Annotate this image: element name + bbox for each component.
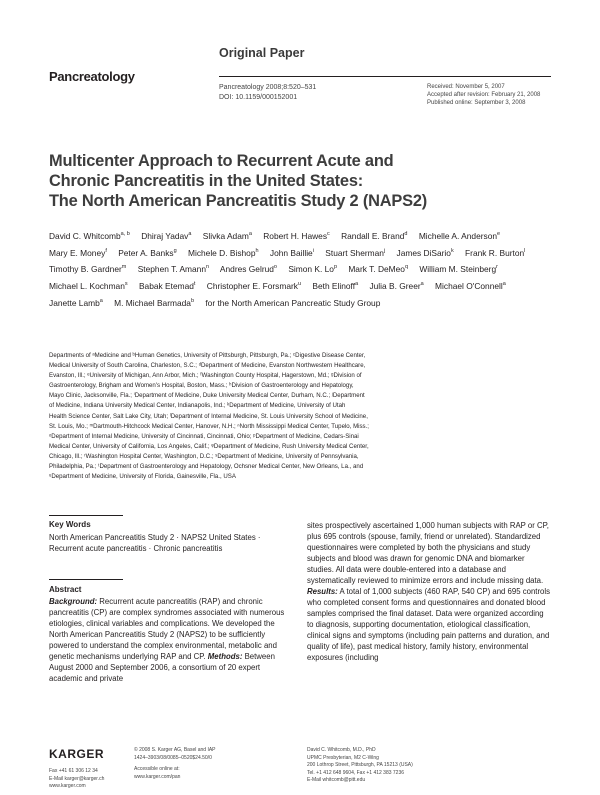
author-affiliation-marker: a: [248, 231, 252, 237]
author-name-text: William M. Steinberg: [419, 264, 497, 275]
affiliation-line: Medical University of South Carolina, Charleston, S.C.; ᵈDepartment of Medicine, Evanston Northwestern Healthcare,: [49, 362, 366, 370]
author-affiliation-marker: s: [124, 281, 128, 288]
author-affiliation-marker: j: [383, 247, 386, 254]
title-line-3: The North American Pancreatitis Study 2 (NAPS2): [49, 192, 427, 210]
author-name: [369, 281, 423, 291]
author-affiliation-marker: n: [205, 264, 210, 271]
author-affiliation-marker: l: [524, 247, 526, 254]
author-name: [220, 264, 277, 274]
author-name-text: Robert H. Hawes: [263, 230, 328, 241]
affiliation-line: Chicago, Ill.; ʳWashington Hospital Center, Washington, D.C.; ˢDepartment of Medicine, University of Pennsylvania,: [49, 452, 359, 460]
publisher-contact: [49, 768, 104, 791]
author-name-text: Mary E. Money: [49, 247, 106, 258]
journal-name: Pancreatology: [49, 69, 135, 84]
author-name-text: Stuart Sherman: [325, 247, 384, 258]
date-received: Received: November 5, 2007: [427, 84, 505, 90]
author-name: [139, 281, 195, 291]
affiliation-line: Health Science Center, Salt Lake City, Utah; ˡDepartment of Internal Medicine, St. Louis University School of Medicine,: [49, 412, 368, 420]
publisher-web: www.karger.com: [49, 783, 86, 789]
author-name: [419, 264, 498, 274]
paper-type-label: Original Paper: [219, 46, 305, 60]
author-name-text: James DiSario: [396, 247, 451, 258]
affiliation-line: of Medicine, Indiana University Medical Center, Indianapolis, Ind.; ᵏDepartment of Medicine, University of Utah: [49, 402, 346, 410]
author-affiliation-marker: a: [420, 281, 424, 288]
author-affiliation-marker: a, b: [120, 231, 130, 237]
author-name-text: for the North American Pancreatic Study Group: [205, 297, 381, 308]
author-name: [419, 231, 500, 241]
abstract-column-right: [307, 520, 551, 663]
author-name-text: Mark T. DeMeo: [348, 264, 405, 275]
author-name: [49, 248, 107, 258]
author-name: [141, 231, 191, 241]
access-url: www.karger.com/pan: [134, 773, 181, 780]
author-name: [312, 281, 358, 291]
affiliation-line: Departments of ᵃMedicine and ᵇHuman Genetics, University of Pittsburgh, Pittsburgh, Pa.; ᶜDigestive Disease Center,: [49, 352, 366, 359]
affiliation-line: Evanston, Ill.; ᵉUniversity of Michigan, Ann Arbor, Mich.; ᶠWashington County Hospital, Hagerstown, Md.; ᵍDivision of: [49, 372, 362, 380]
citation-doi: DOI: 10.1159/000152001: [219, 93, 298, 101]
affiliation-line: ᵒDepartment of Internal Medicine, University of Cincinnati, Cincinnati, Ohio; ᵖDepartment of Medicine, Cedars-Sinai: [49, 432, 359, 440]
author-name-text: Michelle A. Anderson: [418, 230, 498, 241]
abstract-continued-text: sites prospectively ascertained 1,000 human subjects with RAP or CP, plus 695 controls (spouse, family, friend or unrelated). Standardized questionnaires were completed by both the physicians and study subjects and blood was drawn for genomic DNA and biomarker studies. All data were double-entered into a database and systematically reviewed to minimize errors and include missing data.: [307, 521, 549, 585]
author-name-text: Timothy B. Gardner: [49, 264, 122, 275]
title-line-2: Chronic Pancreatitis in the United States:: [49, 172, 364, 190]
author-affiliation-marker: i: [312, 247, 314, 254]
author-name: [188, 248, 259, 258]
author-name: [435, 281, 506, 291]
author-list: [49, 227, 564, 311]
author-affiliation-marker: o: [273, 264, 277, 271]
author-affiliation-marker: p: [333, 264, 337, 271]
author-name: [49, 281, 128, 291]
citation-volume: Pancreatology 2008;8:520–531: [219, 84, 317, 91]
author-name: [138, 264, 209, 274]
article-title: [49, 151, 519, 211]
publisher-logo: KARGER: [49, 747, 105, 761]
author-name-text: Michele D. Bishop: [187, 247, 256, 258]
author-affiliation-marker: a: [188, 231, 192, 237]
abstract-column-left: [49, 596, 294, 684]
author-name-text: Dhiraj Yadav: [141, 230, 189, 241]
corr-address: 200 Lothrop Street, Pittsburgh, PA 15213 (USA): [307, 762, 413, 768]
author-affiliation-marker: b: [190, 298, 195, 305]
author-name: [49, 231, 130, 241]
author-name-text: Janette Lamb: [49, 297, 100, 308]
author-name: [348, 264, 408, 274]
author-name: [325, 248, 385, 258]
copyright: © 2008 S. Karger AG, Basel and IAP: [134, 747, 216, 753]
author-affiliation-marker: m: [121, 264, 127, 271]
author-name: [341, 231, 407, 241]
keywords-heading: Key Words: [49, 520, 91, 529]
publisher-fax: Fax +41 61 306 12 34: [49, 768, 98, 774]
access-label: Accessible online at:: [134, 766, 180, 772]
author-name-text: David C. Whitcomb: [49, 230, 121, 241]
author-affiliation-marker: f: [105, 247, 107, 254]
author-affiliation-marker: c: [327, 231, 330, 237]
abstract-rule: [49, 579, 123, 580]
author-name: [270, 248, 314, 258]
author-name: [49, 264, 126, 274]
affiliation-line: ᵘDepartment of Medicine, University of Florida, Gainesville, Fla., USA: [49, 473, 236, 481]
author-name: [205, 298, 380, 308]
author-name-text: Simon K. Lo: [288, 264, 334, 275]
author-name: [288, 264, 337, 274]
keywords-line-1: North American Pancreatitis Study 2 · NAPS2 United States ·: [49, 533, 261, 542]
affiliation-line: Medical Center, University of California, Los Angeles, Calif.; ᵠDepartment of Medicine, Rush University Medical Center,: [49, 442, 369, 450]
author-affiliation-marker: a: [355, 281, 359, 288]
author-affiliation-marker: q: [404, 264, 409, 271]
author-affiliation-marker: e: [497, 231, 501, 237]
keywords-rule: [49, 515, 123, 516]
author-affiliation-marker: h: [255, 247, 259, 254]
publication-dates: [427, 83, 540, 107]
date-accepted: Accepted after revision: February 21, 2008: [427, 92, 541, 98]
author-affiliation-marker: r: [496, 264, 498, 271]
methods-text: Between August 2000 and September 2006, a consortium of 20 expert academic and private: [49, 652, 275, 683]
author-affiliation-marker: g: [173, 247, 177, 254]
author-name: [49, 298, 103, 308]
author-name-text: Randall E. Brand: [341, 230, 405, 241]
author-name-text: Stephen T. Amann: [137, 264, 206, 275]
keywords-line-2: Recurrent acute pancreatitis · Chronic pancreatitis: [49, 543, 223, 553]
affiliations: [49, 351, 529, 482]
author-name: [203, 231, 252, 241]
author-name-text: Julia B. Greer: [369, 281, 421, 292]
copyright-block: [134, 747, 216, 781]
corr-phone: Tel. +1 412 648 9604, Fax +1 412 383 7236: [307, 769, 405, 776]
author-name: [397, 248, 454, 258]
title-line-1: Multicenter Approach to Recurrent Acute and: [49, 152, 394, 170]
author-name: [465, 248, 525, 258]
author-name-text: Peter A. Banks: [118, 247, 174, 258]
correspondence-block: [307, 747, 413, 785]
publisher-email: E-Mail karger@karger.ch: [49, 775, 105, 782]
author-affiliation-marker: k: [450, 247, 454, 254]
results-label: Results:: [307, 587, 338, 596]
author-name-text: Andres Gelrud: [219, 264, 274, 275]
corr-name: David C. Whitcomb, M.D., PhD: [307, 747, 376, 753]
citation: [219, 83, 316, 102]
author-affiliation-marker: u: [297, 281, 302, 288]
author-affiliation-marker: d: [404, 231, 408, 237]
author-name-text: M. Michael Barmada: [114, 297, 191, 308]
author-name-text: Slivka Adam: [202, 230, 249, 241]
author-name-text: Christopher E. Forsmark: [206, 281, 298, 292]
affiliation-line: St. Louis, Mo.; ᵐDartmouth-Hitchcock Medical Center, Hanover, N.H.; ⁿNorth Mississippi Medical Center, Tupelo, Miss.;: [49, 422, 369, 430]
background-text: Recurrent acute pancreatitis (RAP) and chronic pancreatitis (CP) are complex syndromes associated with numerous etiologies, clinical variables and complications. We developed the North American Pancreatitis Study 2 (NAPS2) to be sufficiently powered to understand the complex environmental, metabolic and genetic mechanisms underlying RAP and CP.: [49, 597, 285, 661]
affiliation-line: Philadelphia, Pa.; ᵗDepartment of Gastroenterology and Hepatology, Ochsner Medical Center, New Orleans, La., and: [49, 463, 364, 471]
issn: 1424–3903/08/0085–0520$24.50/0: [134, 754, 212, 761]
keywords-text: [49, 533, 289, 554]
background-label: Background:: [49, 597, 98, 606]
author-name-text: Michael L. Kochman: [49, 281, 125, 292]
author-name: [207, 281, 301, 291]
author-name-text: John Baillie: [269, 247, 313, 258]
abstract-heading: Abstract: [49, 585, 82, 594]
author-affiliation-marker: a: [99, 298, 103, 305]
author-name-text: Babak Etemad: [138, 281, 194, 292]
author-affiliation-marker: t: [193, 281, 196, 288]
affiliation-line: Gastroenterology, Brigham and Women's Hospital, Boston, Mass.; ʰDivision of Gastroenterology and Hepatology,: [49, 382, 354, 390]
affiliation-line: Mayo Clinic, Jacksonville, Fla.; ⁱDepartment of Medicine, Duke University Medical Center, Durham, N.C.; ʲDepartment: [49, 392, 365, 400]
author-name-text: Frank R. Burton: [465, 247, 525, 258]
corr-email: E-Mail whitcomb@pitt.edu: [307, 777, 366, 783]
author-name-text: Beth Elinoff: [312, 281, 356, 292]
author-name: [263, 231, 330, 241]
author-name: [118, 248, 176, 258]
methods-label: Methods:: [207, 652, 243, 661]
corr-institution: UPMC Presbyterian, M2 C-Wing: [307, 754, 379, 761]
author-affiliation-marker: a: [502, 281, 506, 288]
author-name: [114, 298, 194, 308]
results-text: A total of 1,000 subjects (460 RAP, 540 CP) and 695 controls who completed consent forms and questionnaires and donated blood samples comprised the final dataset. Data were organized according to diagnosis, supporting documentation, etiological classification, clinical signs and symptoms (including pain patterns and duration, and quality of life), past medical history, family history, environmental exposures (including: [307, 587, 551, 662]
author-name-text: Michael O'Connell: [435, 281, 503, 292]
date-published: Published online: September 3, 2008: [427, 100, 526, 106]
header-rule: [219, 76, 551, 77]
